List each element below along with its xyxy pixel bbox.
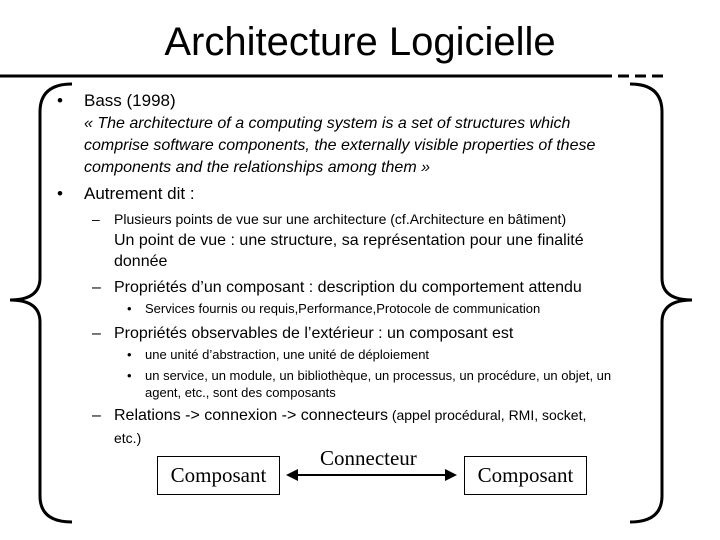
subsub-unite: une unité d’abstraction, une unité de déploiement <box>145 347 430 362</box>
sub-proprietes-composant: Propriétés d’un composant : description du comportement attendu <box>114 279 582 296</box>
sub-relations <box>114 405 586 427</box>
quote-line-2: comprise software components, the externally visible properties of these <box>84 137 596 154</box>
quote-line-1: « The architecture of a computing system is a set of structures which <box>84 115 571 132</box>
connector-arrowhead-left <box>286 469 298 481</box>
slide-title: Architecture Logicielle <box>164 20 556 64</box>
sub-relations-detail: (appel procédural, RMI, socket, <box>387 407 587 423</box>
subsub-services: Services fournis ou requis,Performance,Protocole de communication <box>145 301 541 316</box>
bullet-bass: Bass (1998) <box>84 91 176 110</box>
sub-points-de-vue-line3: donnée <box>114 253 168 270</box>
dash-marker: – <box>92 211 100 227</box>
sub-proprietes-observables: Propriétés observables de l’extérieur : un composant est <box>114 325 514 342</box>
component-box-right: Composant <box>464 456 587 495</box>
bullet-marker: • <box>127 347 132 362</box>
quote-line-3: components and the relationships among them » <box>84 159 430 176</box>
sub-relations-line2: etc.) <box>114 430 142 446</box>
right-brace <box>630 84 692 522</box>
connector-arrowhead-right <box>445 469 457 481</box>
bullet-marker: • <box>57 91 63 110</box>
connector-label: Connecteur <box>320 446 417 470</box>
bullet-marker: • <box>57 184 63 203</box>
bullet-autrement: Autrement dit : <box>84 184 195 203</box>
bullet-marker: • <box>127 368 132 383</box>
dash-marker: – <box>92 407 101 424</box>
sub-points-de-vue-line2: Un point de vue : une structure, sa représentation pour une finalité <box>114 232 584 249</box>
subsub-service-module: un service, un module, un bibliothèque, un processus, un procédure, un objet, un <box>145 368 612 383</box>
sub-points-de-vue: Plusieurs points de vue sur une architecture (cf.Architecture en bâtiment) <box>114 211 567 227</box>
bullet-marker: • <box>127 301 132 316</box>
component-box-left: Composant <box>157 456 280 495</box>
subsub-service-module-line2: agent, etc., sont des composants <box>145 385 336 400</box>
dash-marker: – <box>92 325 101 342</box>
left-brace <box>10 84 72 522</box>
sub-relations-main: Relations -> connexion -> connecteurs <box>114 407 388 424</box>
dash-marker: – <box>92 279 101 296</box>
